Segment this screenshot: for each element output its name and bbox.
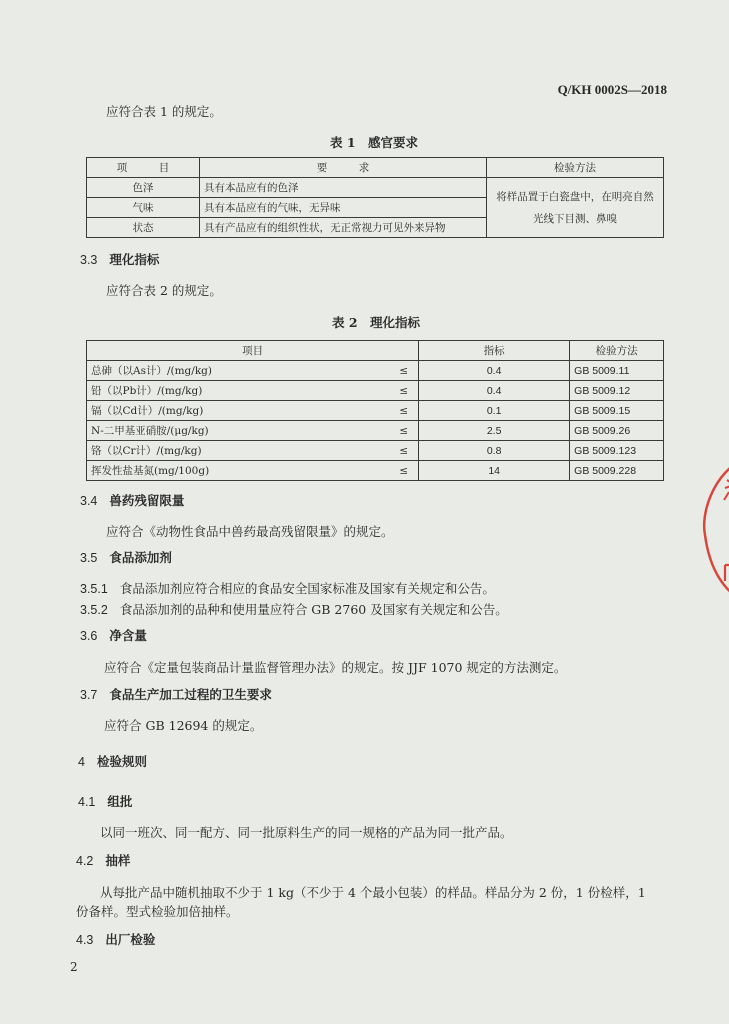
table-cell: GB 5009.123 bbox=[570, 441, 664, 461]
table-cell: 具有产品应有的组织性状，无正常视力可见外来异物 bbox=[200, 218, 487, 238]
table-row bbox=[87, 401, 664, 421]
table-header: 指标 bbox=[419, 341, 570, 361]
chapter-heading bbox=[78, 752, 147, 770]
intro-text: 应符合表 1 的规定。 bbox=[106, 104, 222, 119]
standard-code: Q/KH 0002S—2018 bbox=[557, 82, 667, 97]
section-number: 3.5 bbox=[80, 551, 98, 565]
table-cell: 挥发性盐基氮(mg/100g) bbox=[87, 461, 368, 481]
table-cell: 2.5 bbox=[419, 421, 570, 441]
section-text: 应符合《动物性食品中兽药最高残留限量》的规定。 bbox=[106, 524, 394, 539]
section-heading bbox=[76, 851, 130, 869]
table-cell: GB 5009.12 bbox=[570, 381, 664, 401]
table-cell: 具有本品应有的色泽 bbox=[200, 178, 487, 198]
section-text: 应符合表 2 的规定。 bbox=[106, 283, 222, 298]
table-row bbox=[87, 178, 664, 198]
section-title: 抽样 bbox=[105, 853, 131, 868]
section-heading bbox=[76, 930, 155, 948]
table-cell: 铬（以Cr计）/(mg/kg) bbox=[87, 441, 368, 461]
section-title: 兽药残留限量 bbox=[109, 493, 185, 508]
subsection-body: 食品添加剂的品种和使用量应符合 GB 2760 及国家有关规定和公告。 bbox=[119, 602, 508, 617]
section-heading bbox=[80, 491, 184, 509]
table-header: 检验方法 bbox=[487, 158, 664, 178]
subsection-body: 食品添加剂应符合相应的食品安全国家标准及国家有关规定和公告。 bbox=[119, 581, 495, 596]
section-text: 应符合 GB 12694 的规定。 bbox=[104, 718, 263, 733]
table-cell: 0.4 bbox=[419, 361, 570, 381]
table-cell: 0.8 bbox=[419, 441, 570, 461]
table-cell: 14 bbox=[419, 461, 570, 481]
section-text: 以同一班次、同一配方、同一批原料生产的同一规格的产品为同一批产品。 bbox=[100, 825, 513, 840]
section-text: 应符合《定量包装商品计量监督管理办法》的规定。按 JJF 1070 规定的方法测定。 bbox=[104, 660, 567, 675]
table-row bbox=[87, 441, 664, 461]
table-header: 项目 bbox=[87, 341, 419, 361]
section-number: 4.1 bbox=[78, 795, 96, 809]
table-cell: ≤ bbox=[368, 441, 419, 461]
table2-caption: 表 2 理化指标 bbox=[332, 315, 421, 330]
section-number: 3.3 bbox=[80, 253, 98, 267]
table-cell: ≤ bbox=[368, 401, 419, 421]
table-cell: 气味 bbox=[87, 198, 200, 218]
table-row bbox=[87, 381, 664, 401]
table-cell: 状态 bbox=[87, 218, 200, 238]
table-cell: GB 5009.15 bbox=[570, 401, 664, 421]
section-title: 出厂检验 bbox=[105, 932, 156, 947]
table1-caption: 表 1 感官要求 bbox=[330, 135, 419, 150]
section-heading bbox=[80, 548, 172, 566]
table-cell: GB 5009.11 bbox=[570, 361, 664, 381]
table-cell: 0.4 bbox=[419, 381, 570, 401]
section-heading bbox=[80, 626, 147, 644]
seal-stamp-icon bbox=[691, 455, 729, 605]
table-cell: ≤ bbox=[368, 361, 419, 381]
test-method-cell: 将样品置于白瓷盘中，在明亮自然光线下目测、鼻嗅 bbox=[487, 178, 664, 238]
table-header: 要 求 bbox=[200, 158, 487, 178]
table-header: 检验方法 bbox=[570, 341, 664, 361]
physicochemical-table bbox=[86, 340, 664, 481]
table-cell: 总砷（以As计）/(mg/kg) bbox=[87, 361, 368, 381]
section-number: 4.3 bbox=[76, 933, 94, 947]
table-cell: 铅（以Pb计）/(mg/kg) bbox=[87, 381, 368, 401]
table-header-row bbox=[87, 158, 664, 178]
section-title: 理化指标 bbox=[109, 252, 160, 267]
section-number: 3.4 bbox=[80, 494, 98, 508]
section-number: 3.6 bbox=[80, 629, 98, 643]
table-row bbox=[87, 361, 664, 381]
section-title: 检验规则 bbox=[96, 754, 147, 769]
section-title: 食品生产加工过程的卫生要求 bbox=[109, 687, 272, 702]
section-number: 4 bbox=[78, 755, 85, 769]
section-title: 净含量 bbox=[109, 628, 147, 643]
table-cell: ≤ bbox=[368, 381, 419, 401]
table-row bbox=[87, 421, 664, 441]
table-cell: 镉（以Cd计）/(mg/kg) bbox=[87, 401, 368, 421]
table-cell: 具有本品应有的气味，无异味 bbox=[200, 198, 487, 218]
table-header: 项 目 bbox=[87, 158, 200, 178]
subsection-number: 3.5.2 bbox=[80, 603, 108, 617]
section-text: 份备样。型式检验加倍抽样。 bbox=[76, 904, 239, 919]
table-row bbox=[87, 461, 664, 481]
subsection-text bbox=[80, 579, 495, 597]
section-number: 3.7 bbox=[80, 688, 98, 702]
table-header-row bbox=[87, 341, 664, 361]
section-title: 组批 bbox=[107, 794, 133, 809]
section-text: 从每批产品中随机抽取不少于 1 kg（不少于 4 个最小包装）的样品。样品分为 2 份，1 份检样，1 bbox=[100, 885, 646, 900]
table-cell: 0.1 bbox=[419, 401, 570, 421]
table-cell: N-二甲基亚硝胺/(μg/kg) bbox=[87, 421, 368, 441]
table-cell: ≤ bbox=[368, 421, 419, 441]
section-heading bbox=[78, 792, 132, 810]
page-number: 2 bbox=[70, 960, 78, 974]
table-cell: GB 5009.26 bbox=[570, 421, 664, 441]
subsection-text bbox=[80, 600, 508, 618]
table-cell: 色泽 bbox=[87, 178, 200, 198]
section-heading bbox=[80, 685, 272, 703]
table-cell: GB 5009.228 bbox=[570, 461, 664, 481]
table-cell: ≤ bbox=[368, 461, 419, 481]
sensory-table bbox=[86, 157, 664, 238]
section-heading bbox=[80, 250, 159, 268]
section-title: 食品添加剂 bbox=[109, 550, 172, 565]
subsection-number: 3.5.1 bbox=[80, 582, 108, 596]
section-number: 4.2 bbox=[76, 854, 94, 868]
